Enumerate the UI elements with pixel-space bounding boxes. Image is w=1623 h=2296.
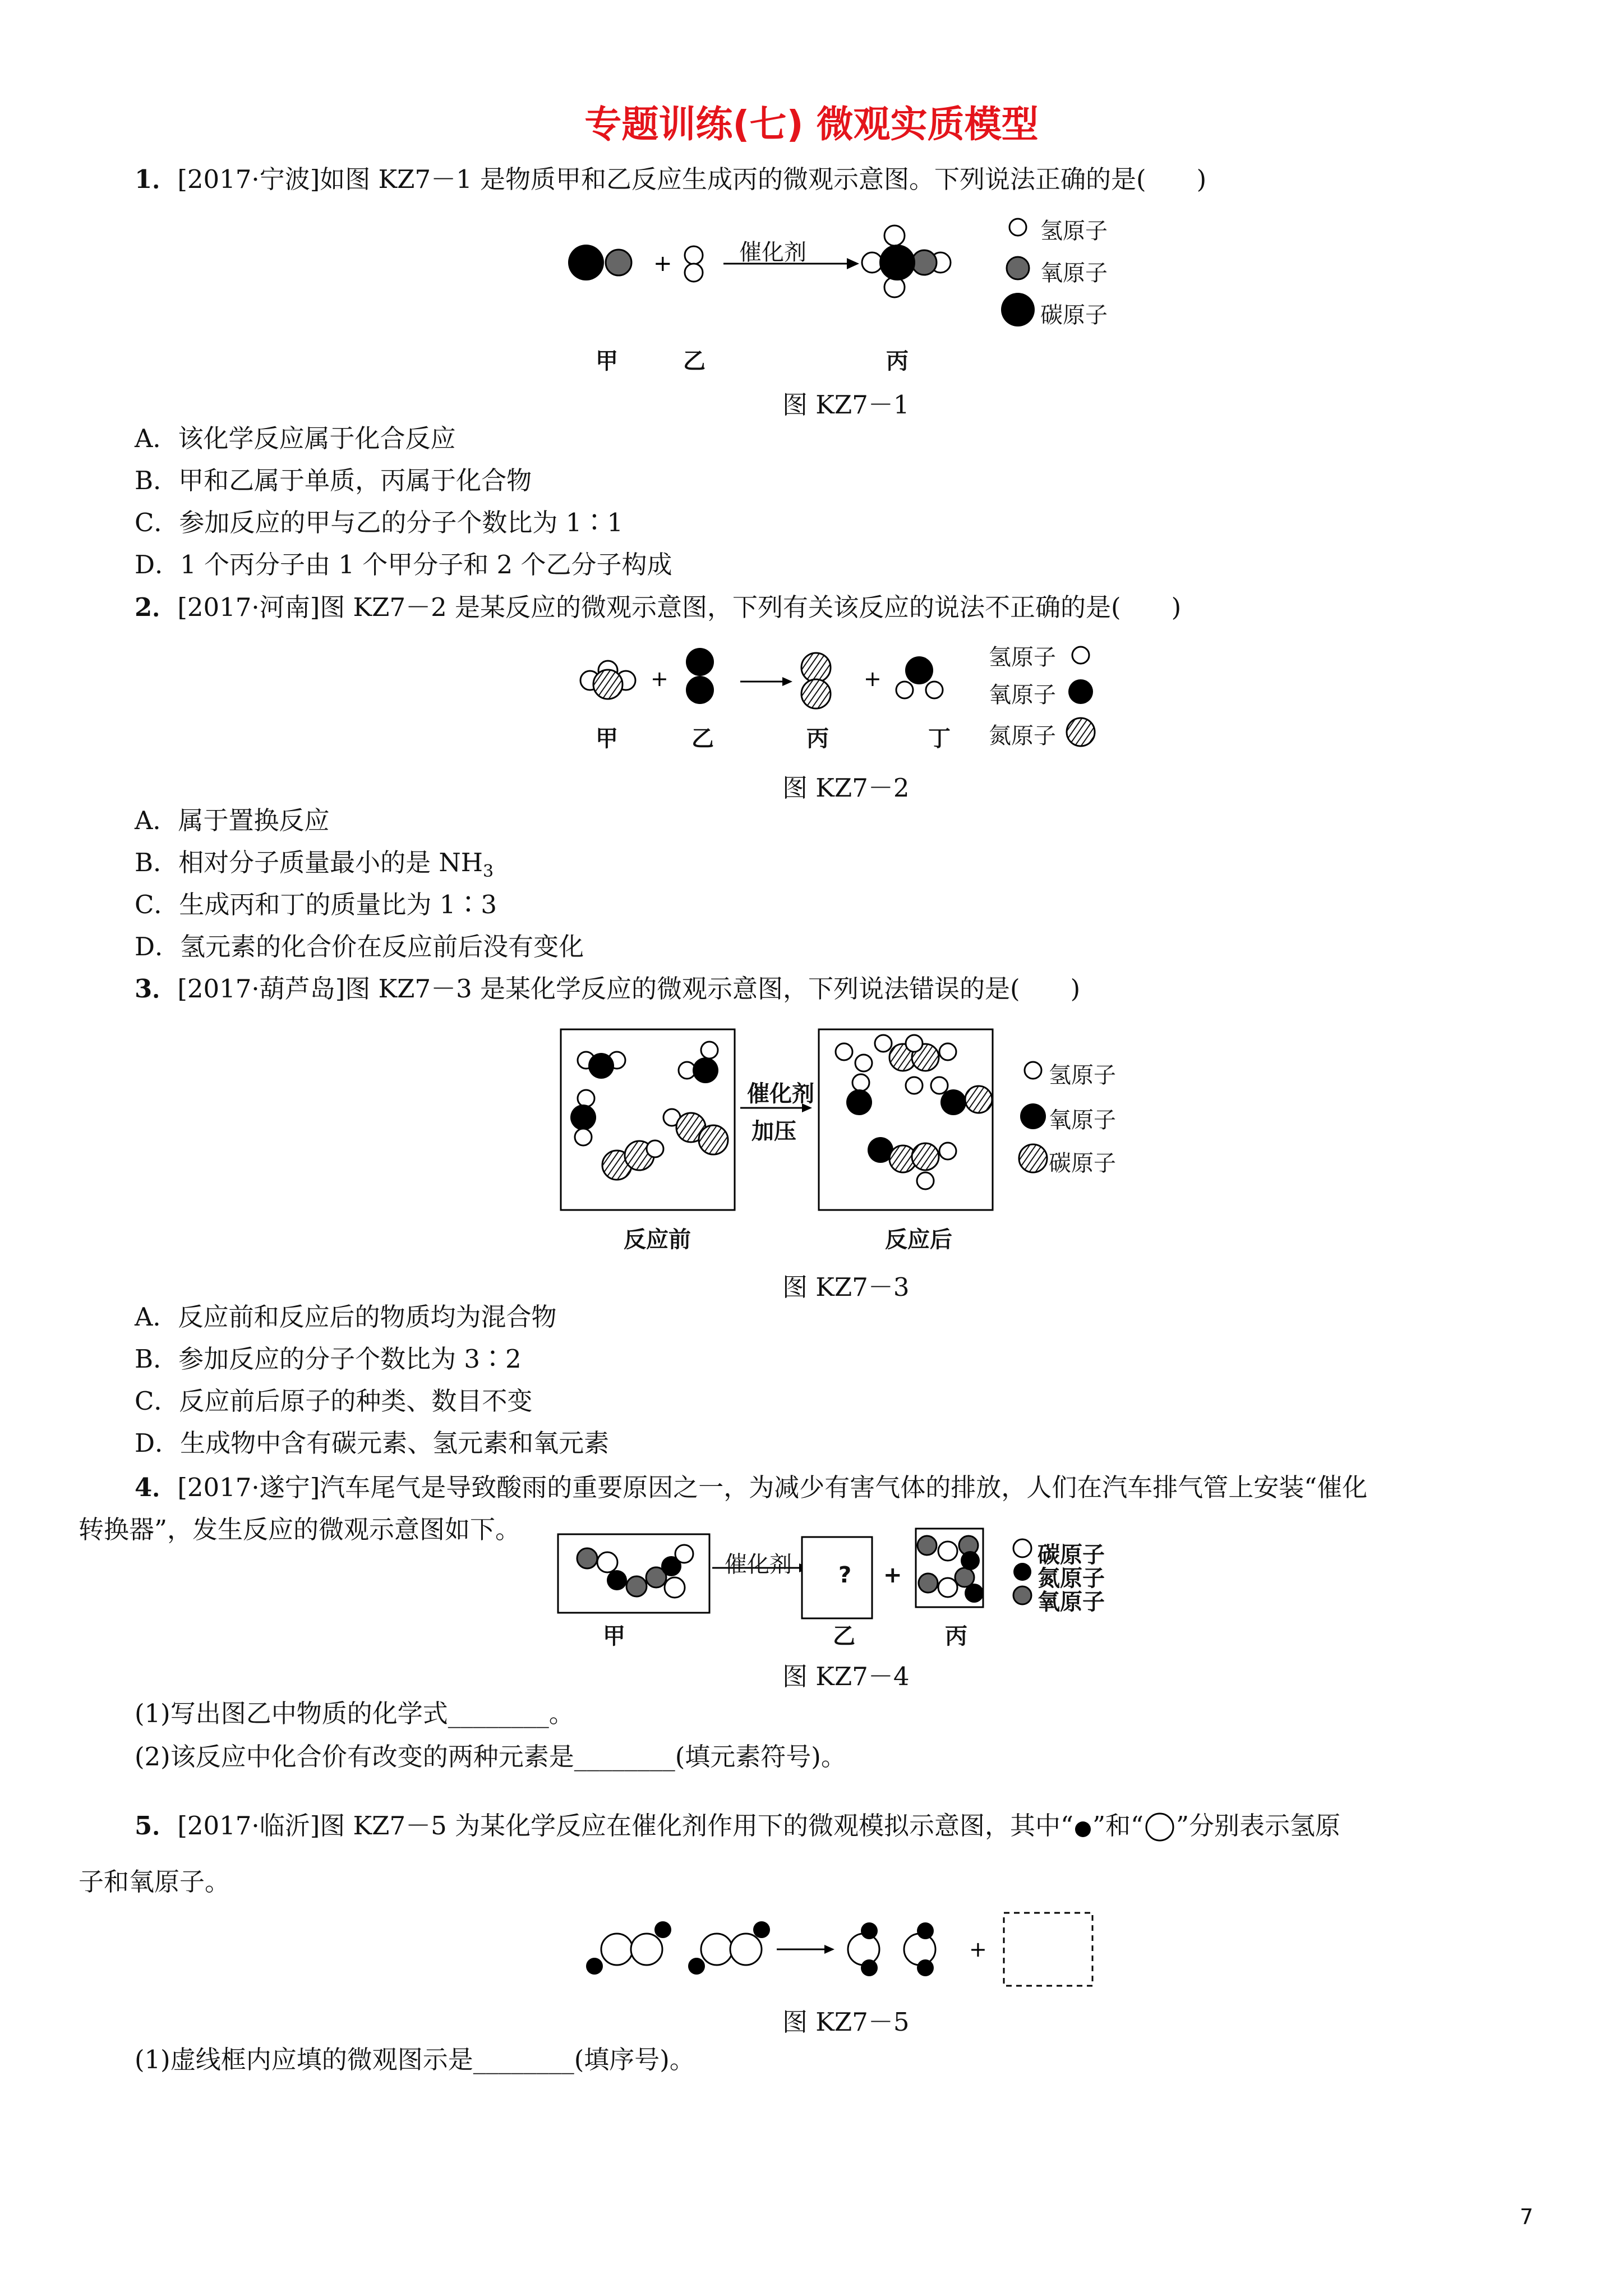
q1-label-yi: 乙 [683, 348, 706, 374]
q2-legend-oxygen: 氧原子 [989, 682, 1056, 708]
q4-label-jia: 甲 [603, 1623, 625, 1649]
q5-stem-line2: 子和氧原子。 [79, 1867, 230, 1897]
q2-number: 2． [135, 592, 178, 622]
q4-unknown-mark: ? [838, 1562, 852, 1588]
q3-option-d: D．生成物中含有碳元素、氢元素和氧元素 [135, 1428, 610, 1458]
q4-legend-carbon: 碳原子 [1038, 1542, 1105, 1568]
q4-label-bing: 丙 [945, 1623, 967, 1649]
molecule-h2o2-2 [688, 1921, 770, 1975]
q3-stem [135, 972, 1080, 1006]
molecule-yi-o2 [686, 648, 714, 704]
q4-sub1: (1)写出图乙中物质的化学式________。 [135, 1699, 574, 1728]
legend-oxygen-icon [1013, 1586, 1031, 1604]
q1-label-jia: 甲 [596, 348, 618, 374]
q2-stem [135, 591, 1181, 624]
q1-legend-hydrogen: 氢原子 [1040, 218, 1108, 244]
q1-number: 1． [135, 164, 178, 194]
legend-hydrogen-icon [1025, 1062, 1041, 1079]
q2-label-jia: 甲 [596, 726, 618, 752]
q3-option-b: B．参加反应的分子个数比为 3∶2 [135, 1344, 522, 1374]
q1-option-c: C．参加反应的甲与乙的分子个数比为 1∶1 [135, 508, 623, 537]
svg-text:+: + [651, 666, 668, 691]
molecule-bing [862, 226, 951, 297]
legend-hydrogen-icon [1009, 219, 1026, 236]
q2-option-c: C．生成丙和丁的质量比为 1∶3 [135, 890, 497, 919]
molecule-bing-n2 [801, 653, 831, 708]
q3-label-before: 反应前 [624, 1227, 691, 1253]
q1-caption: 图 KZ7－1 [782, 390, 910, 420]
q1-label-bing: 丙 [886, 348, 909, 374]
q4-number: 4． [135, 1473, 178, 1502]
svg-text:+: + [969, 1937, 987, 1962]
q5-stem-text1a: [2017·临沂]图 KZ7－5 为某化学反应在催化剂作用下的微观模拟示意图，其中“ [177, 1811, 1074, 1841]
page-title: 专题训练(七) 微观实质模型 [584, 103, 1039, 146]
q4-stem-line1 [135, 1471, 1367, 1504]
legend-oxygen-icon [1007, 257, 1029, 279]
legend-carbon-icon [1013, 1539, 1031, 1557]
q2-option-b-subscript: 3 [483, 862, 494, 881]
q3-legend-carbon: 碳原子 [1049, 1151, 1116, 1176]
q2-option-a: A．属于置换反应 [135, 806, 330, 835]
q2-legend-nitrogen: 氮原子 [989, 723, 1056, 749]
q5-number: 5． [135, 1811, 178, 1841]
legend-carbon-icon [1019, 1144, 1047, 1172]
q4-caption: 图 KZ7－4 [782, 1662, 910, 1691]
q2-label-bing: 丙 [806, 726, 829, 752]
q3-label-after: 反应后 [885, 1227, 952, 1253]
q3-legend-hydrogen: 氢原子 [1049, 1062, 1116, 1088]
svg-text:+: + [864, 666, 882, 691]
q3-stem-text: [2017·葫芦岛]图 KZ7－3 是某化学反应的微观示意图，下列说法错误的是( ) [177, 974, 1081, 1004]
q4-label-yi: 乙 [833, 1623, 855, 1649]
q3-option-c: C．反应前后原子的种类、数目不变 [135, 1386, 533, 1416]
molecule-h2o2-1 [586, 1921, 671, 1975]
q2-option-b [135, 846, 494, 889]
legend-carbon-icon [1001, 293, 1035, 326]
q1-catalyst-label: 催化剂 [739, 240, 806, 265]
q3-legend-oxygen: 氧原子 [1049, 1107, 1116, 1133]
q4-legend-oxygen: 氧原子 [1038, 1589, 1105, 1615]
molecule-jia-nh3 [580, 661, 635, 699]
molecule-h2o-1 [848, 1922, 879, 1976]
q5-stem-text1c: ”分别表示氢原 [1176, 1811, 1341, 1841]
molecule-ding-h2o [896, 656, 943, 698]
q4-plus: + [883, 1562, 902, 1588]
q2-legend-hydrogen: 氢原子 [989, 645, 1056, 670]
q4-stem-text1: [2017·遂宁]汽车尾气是导致酸雨的重要原因之一，为减少有害气体的排放，人们在汽车排气管上安装“催化 [177, 1473, 1368, 1502]
q3-option-a: A．反应前和反应后的物质均为混合物 [135, 1302, 557, 1332]
q5-sub1: (1)虚线框内应填的微观图示是________(填序号)。 [135, 2045, 695, 2074]
molecule-yi [685, 246, 703, 282]
figure-kz7-1 [561, 213, 1122, 381]
q2-option-d: D．氢元素的化合价在反应前后没有变化 [135, 932, 584, 961]
figure-kz7-5 [578, 1902, 1110, 2003]
page-number: 7 [1519, 2205, 1533, 2229]
q1-option-a: A．该化学反应属于化合反应 [135, 424, 456, 453]
q2-label-ding: 丁 [928, 726, 951, 752]
q5-stem-line1 [135, 1809, 1340, 1844]
q3-number: 3． [135, 974, 178, 1004]
legend-nitrogen-icon [1013, 1563, 1031, 1581]
q4-catalyst-label: 催化剂 [725, 1552, 792, 1577]
q2-label-yi: 乙 [691, 726, 714, 752]
hydrogen-symbol-icon [1073, 1817, 1092, 1839]
q1-legend-carbon: 碳原子 [1040, 302, 1108, 328]
q3-pressure-label: 加压 [751, 1119, 796, 1144]
q2-caption: 图 KZ7－2 [782, 773, 910, 803]
legend-hydrogen-icon [1072, 647, 1089, 664]
q1-option-d: D．1 个丙分子由 1 个甲分子和 2 个乙分子构成 [135, 550, 672, 579]
svg-text:+: + [653, 251, 672, 277]
legend-oxygen-icon [1068, 679, 1093, 704]
q1-legend-oxygen: 氧原子 [1040, 260, 1108, 286]
q4-stem-line2: 转换器”，发生反应的微观示意图如下。 [79, 1515, 521, 1544]
legend-oxygen-icon [1020, 1103, 1046, 1129]
molecule-h2o-2 [904, 1922, 935, 1976]
oxygen-symbol-icon [1144, 1812, 1176, 1844]
legend-nitrogen-icon [1067, 718, 1095, 746]
q5-caption: 图 KZ7－5 [782, 2007, 910, 2037]
molecule-jia [568, 245, 631, 280]
q2-stem-text: [2017·河南]图 KZ7－2 是某反应的微观示意图，下列有关该反应的说法不正确的是( ) [177, 592, 1182, 622]
q1-stem [135, 163, 1206, 196]
answer-blank-box[interactable] [1004, 1913, 1092, 1986]
q3-catalyst-label: 催化剂 [747, 1081, 814, 1107]
q2-option-b-text: B．相对分子质量最小的是 NH [135, 848, 483, 877]
q1-stem-text: [2017·宁波]如图 KZ7－1 是物质甲和乙反应生成丙的微观示意图。下列说法正确的是( ) [177, 164, 1207, 194]
q1-option-b: B．甲和乙属于单质，丙属于化合物 [135, 466, 532, 495]
q5-stem-text1b: ”和“ [1092, 1811, 1144, 1841]
q3-caption: 图 KZ7－3 [782, 1272, 910, 1302]
box-yi [802, 1537, 872, 1618]
q4-legend-nitrogen: 氮原子 [1038, 1566, 1105, 1591]
q4-sub2: (2)该反应中化合价有改变的两种元素是________(填元素符号)。 [135, 1742, 846, 1772]
